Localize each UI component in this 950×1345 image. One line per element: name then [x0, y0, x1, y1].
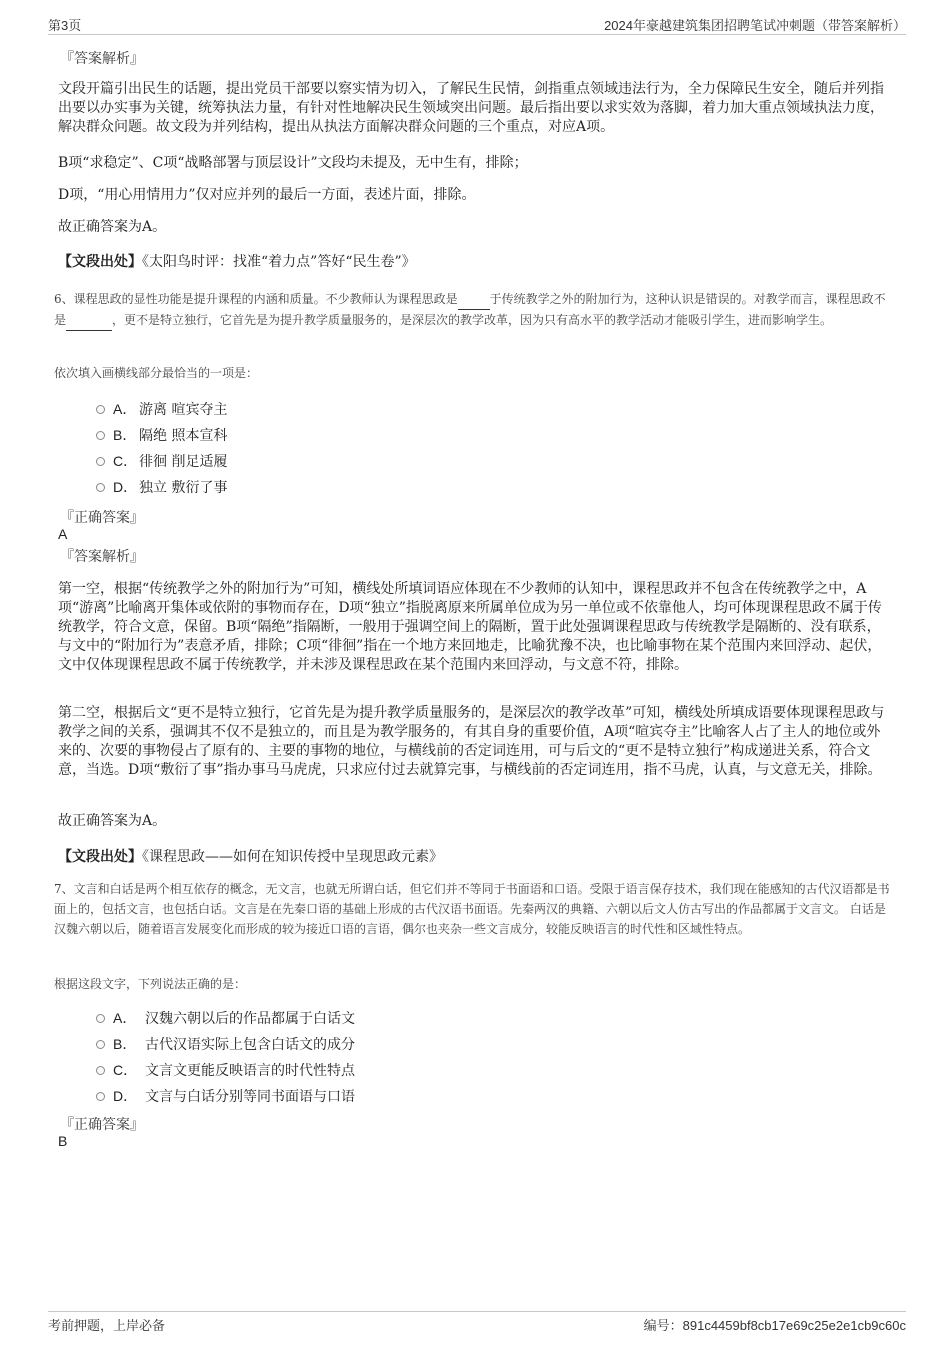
radio-icon[interactable]: [96, 457, 105, 466]
correct-answer: B: [58, 1133, 68, 1149]
analysis-paragraph: B项“求稳定”、C项“战略部署与顶层设计”文段均未提及，无中生有，排除；: [58, 155, 528, 171]
analysis-label: 『答案解析』: [60, 51, 144, 67]
correct-answer: A: [58, 526, 68, 542]
radio-icon[interactable]: [96, 1092, 105, 1101]
radio-icon[interactable]: [96, 1040, 105, 1049]
question-stem: 6、课程思政的显性功能是提升课程的内涵和质量。不少教师认为课程思政是 于传统教学之外的附加行为，这种认识是错误的。对教学而言，课程思政不是 ，更不是特立独行，它首先是为提升教学质量服务的，是深层次的教学改革，因为只有高水平的教学活动才能吸引学生，进而影响学生。: [54, 289, 894, 331]
option-a[interactable]: A． 汉魏六朝以后的作品都属于白话文: [96, 1008, 355, 1028]
question-prompt: 根据这段文字，下列说法正确的是：: [54, 977, 247, 991]
source-tag: 【文段出处】: [58, 849, 142, 865]
source-title: 《太阳鸟时评：找准“着力点”答好“民生卷”》: [142, 254, 416, 270]
page-header: [48, 14, 906, 35]
analysis-paragraph: 文段开篇引出民生的话题，提出党员干部要以察实情为切入，了解民生民情，剑指重点领域违法行为，全力保障民生安全，随后并列指出要以办实事为关键，统筹执法力量，有针对性地解决民生领域突出问题。最后指出要以求实效为落脚，着力加大重点领域执法力度，解决群众问题。故文段为并列结构，提出从执法方面解决群众问题的三个重点，对应A项。: [58, 81, 884, 135]
question-prompt: 依次填入画横线部分最恰当的一项是：: [54, 366, 259, 380]
page-number: 第3页: [48, 18, 82, 33]
source-title: 《课程思政——如何在知识传授中呈现思政元素》: [142, 849, 443, 865]
radio-icon[interactable]: [96, 1066, 105, 1075]
radio-icon[interactable]: [96, 483, 105, 492]
page-footer: [48, 1311, 906, 1334]
document-title: 2024年豪越建筑集团招聘笔试冲刺题（带答案解析）: [604, 18, 906, 33]
option-b[interactable]: B． 古代汉语实际上包含白话文的成分: [96, 1034, 355, 1054]
correct-answer-label: 『正确答案』: [60, 510, 144, 526]
analysis-paragraph: D项，“用心用情用力”仅对应并列的最后一方面，表述片面，排除。: [58, 187, 476, 203]
passage-source: [58, 251, 416, 271]
question-stem: 7、文言和白话是两个相互依存的概念，无文言，也就无所谓白话，但它们并不等同于书面语和口语。受限于语言保存技术，我们现在能感知的古代汉语都是书面上的，包括文言，也包括白话。文言是在先秦口语的基础上形成的古代汉语书面语。先秦两汉的典籍、六朝以后文人仿古写出的作品都属于文言文。 白话是汉魏六朝以后，随着语言发展变化而形成的较为接近口语的言语，偶尔也夹杂一些文言成分，较能反映语言的时代性和区域性特点。: [54, 882, 890, 936]
passage-source: [58, 846, 443, 866]
analysis-paragraph: 第一空，根据“传统教学之外的附加行为”可知，横线处所填词语应体现在不少教师的认知中，课程思政并不包含在传统教学之中，A项“游离”比喻离开集体或依附的事物而存在，D项“独立”指脱离原来所属单位成为另一单位或不依靠他人，均可体现课程思政不属于传统教学，符合文意，保留。B项“隔绝”指隔断，一般用于强调空间上的隔断，置于此处强调课程思政与传统教学是隔断的、没有联系，与文中的“附加行为”表意矛盾，排除；C项“徘徊”指在一个地方来回地走，比喻犹豫不决，也比喻事物在某个范围内来回浮动、起伏，文中仅体现课程思政不属于传统教学，并未涉及课程思政在某个范围内来回浮动，与文意不符，排除。: [58, 581, 882, 673]
document-code: 编号：891c4459bf8cb17e69c25e2e1cb9c60c: [643, 1318, 906, 1333]
option-d[interactable]: D． 文言与白话分别等同书面语与口语: [96, 1086, 355, 1106]
correct-answer-label: 『正确答案』: [60, 1117, 144, 1133]
option-c[interactable]: C． 徘徊 削足适履: [96, 451, 227, 471]
analysis-paragraph: 第二空，根据后文“更不是特立独行，它首先是为提升教学质量服务的，是深层次的教学改革”可知，横线处所填成语要体现课程思政与教学之间的关系，强调其不仅不是独立的，而且是为教学服务的，有其自身的重要价值，A项“喧宾夺主”比喻客人占了主人的地位或外来的、次要的事物侵占了原有的、主要的事物的地位，与横线前的否定词连用，可与后文的“更不是特立独行”构成递进关系，符合文意，当选。D项“敷衍了事”指办事马马虎虎，只求应付过去就算完事，与横线前的否定词连用，指不马虎，认真，与文意无关，排除。: [58, 705, 885, 778]
source-tag: 【文段出处】: [58, 254, 142, 270]
footer-slogan: 考前押题，上岸必备: [48, 1318, 166, 1333]
radio-icon[interactable]: [96, 1014, 105, 1023]
radio-icon[interactable]: [96, 405, 105, 414]
fill-blank: [66, 310, 112, 331]
option-d[interactable]: D． 独立 敷衍了事: [96, 477, 227, 497]
analysis-conclusion: 故正确答案为A。: [58, 813, 167, 829]
analysis-conclusion: 故正确答案为A。: [58, 219, 167, 235]
option-b[interactable]: B． 隔绝 照本宣科: [96, 425, 227, 445]
option-c[interactable]: C． 文言文更能反映语言的时代性特点: [96, 1060, 355, 1080]
option-a[interactable]: A． 游离 喧宾夺主: [96, 399, 227, 419]
radio-icon[interactable]: [96, 431, 105, 440]
analysis-label: 『答案解析』: [60, 549, 144, 565]
fill-blank: [458, 289, 490, 310]
